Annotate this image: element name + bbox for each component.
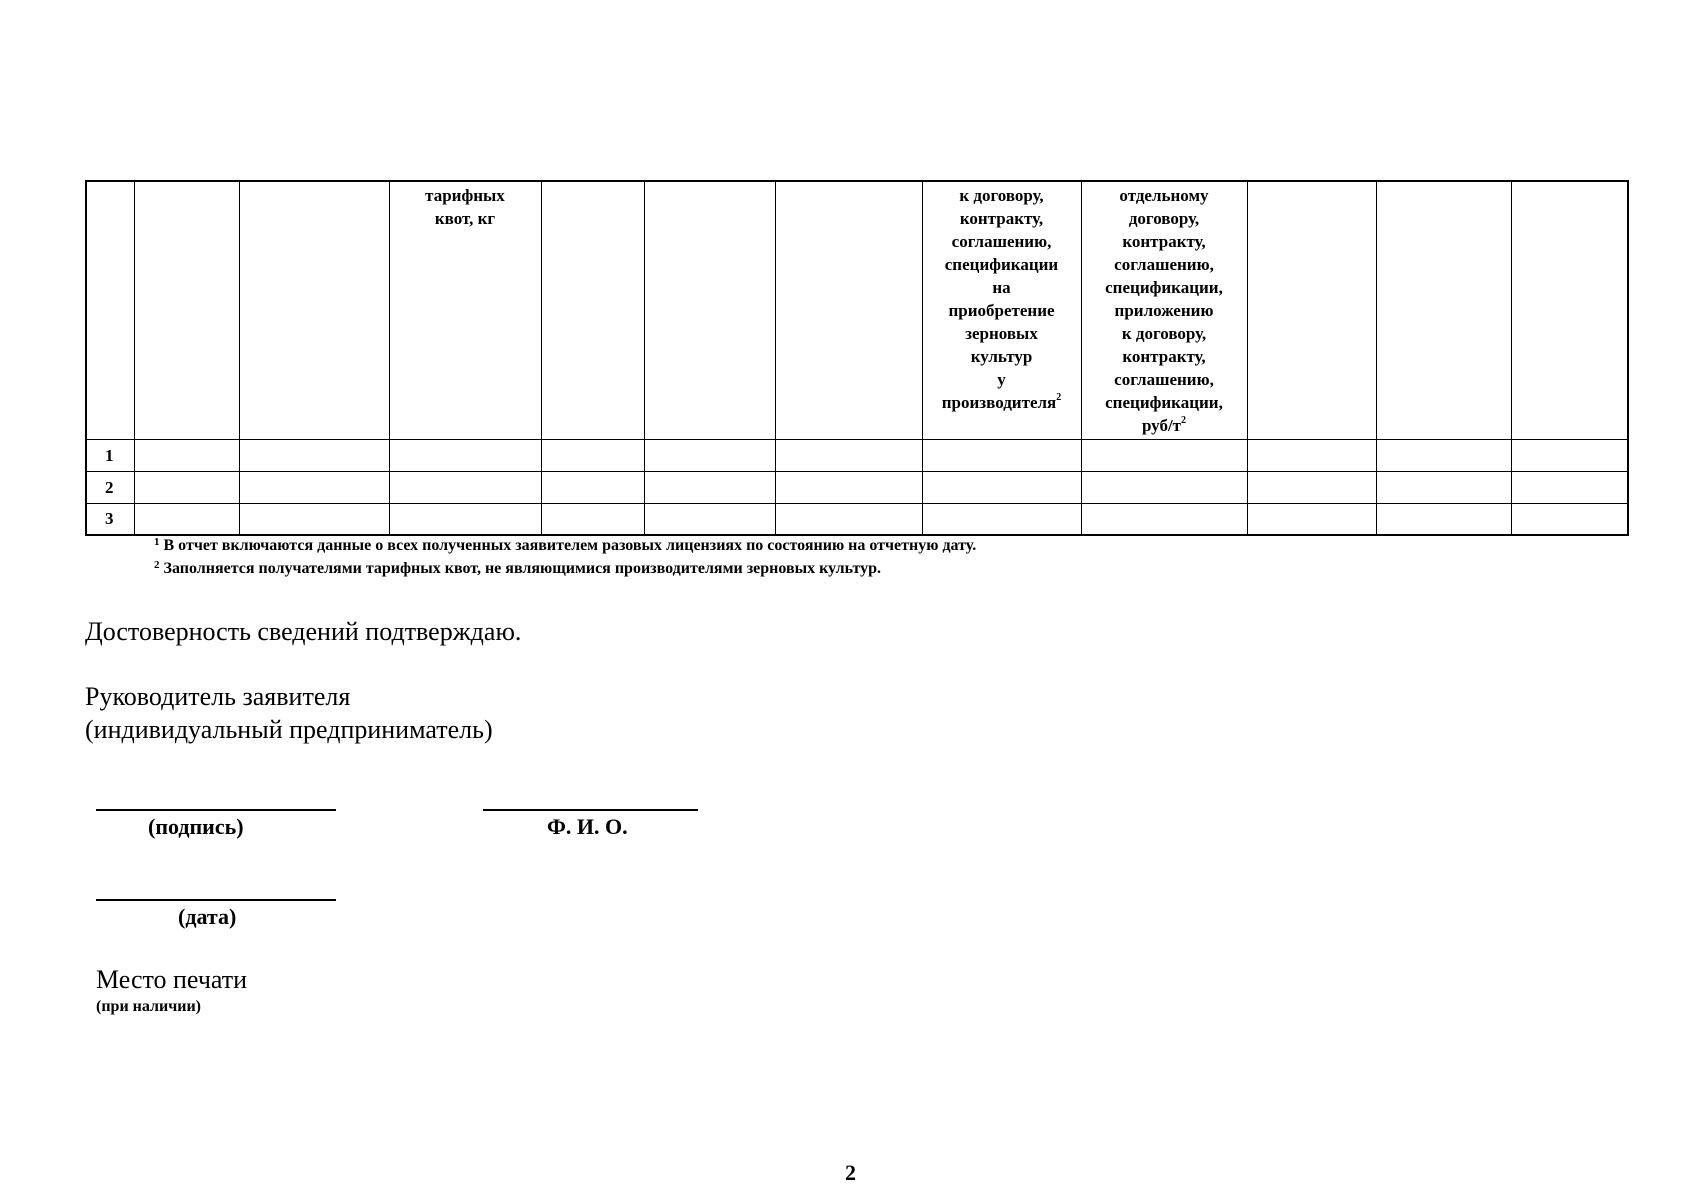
table-cell[interactable] [1376, 439, 1511, 471]
table-cell[interactable] [1376, 471, 1511, 503]
footnote-ref: 2 [1181, 415, 1187, 427]
footnote-mark: 2 [154, 559, 160, 571]
footnote-mark: 1 [154, 536, 160, 548]
page-number: 2 [845, 1160, 856, 1185]
table-cell[interactable] [775, 439, 922, 471]
table-cell[interactable] [389, 471, 541, 503]
row-number: 3 [86, 503, 134, 535]
header-cell-7 [775, 181, 922, 439]
table-cell[interactable] [1511, 439, 1628, 471]
header-cell-5 [541, 181, 644, 439]
header-cell-11 [1376, 181, 1511, 439]
table-cell[interactable] [541, 439, 644, 471]
table-cell[interactable] [389, 503, 541, 535]
header-cell-10 [1247, 181, 1376, 439]
row-number: 2 [86, 471, 134, 503]
header-cell-2 [134, 181, 239, 439]
stamp-place-note: (при наличии) [96, 998, 202, 1015]
fio-line[interactable] [483, 809, 698, 811]
table-cell[interactable] [541, 503, 644, 535]
table-cell[interactable] [134, 471, 239, 503]
footnote-text: Заполняется получателями тарифных квот, не являющимися производителями зерновых культур. [163, 560, 882, 577]
footnote-ref: 2 [1056, 392, 1062, 404]
fio-caption: Ф. И. О. [547, 814, 628, 839]
header-cell-3 [239, 181, 389, 439]
date-line[interactable] [96, 899, 336, 901]
table-cell[interactable] [1081, 471, 1247, 503]
table-cell[interactable] [644, 471, 775, 503]
table-cell[interactable] [922, 439, 1081, 471]
table-cell[interactable] [922, 471, 1081, 503]
table-cell[interactable] [239, 503, 389, 535]
table-cell[interactable] [1247, 439, 1376, 471]
signature-line[interactable] [96, 809, 336, 811]
report-table [85, 180, 1629, 536]
stamp-place-title: Место печати [96, 965, 248, 994]
table-cell[interactable] [389, 439, 541, 471]
table-cell[interactable] [134, 439, 239, 471]
table-row [86, 503, 1628, 535]
footnote-2 [154, 559, 881, 580]
signature-caption: (подпись) [148, 814, 244, 839]
table-row [86, 439, 1628, 471]
table-cell[interactable] [1511, 503, 1628, 535]
header-cell-6 [644, 181, 775, 439]
table-cell[interactable] [134, 503, 239, 535]
table-cell[interactable] [1247, 503, 1376, 535]
table-cell[interactable] [1081, 439, 1247, 471]
table-header-row [86, 181, 1628, 439]
head-subtitle: (индивидуальный предприниматель) [85, 715, 493, 744]
header-cell-contract-producer [922, 181, 1081, 439]
table-cell[interactable] [775, 503, 922, 535]
table-cell[interactable] [239, 471, 389, 503]
table-cell[interactable] [775, 471, 922, 503]
footnote-text: В отчет включаются данные о всех полученных заявителем разовых лицензиях по состоянию на отчетную дату. [163, 537, 977, 554]
table-row [86, 471, 1628, 503]
header-cell-12 [1511, 181, 1628, 439]
footnote-1 [154, 536, 976, 557]
header-contract-producer-text: к договору, контракту, соглашению, спецификации на приобретение зерновых культур у производителя [941, 186, 1059, 412]
table-cell[interactable] [644, 503, 775, 535]
row-number: 1 [86, 439, 134, 471]
date-caption: (дата) [178, 904, 237, 929]
table-cell[interactable] [541, 471, 644, 503]
header-cell-price-rub-per-ton [1081, 181, 1247, 439]
header-cell-tariff-quotas: тарифных квот, кг [389, 181, 541, 439]
table-cell[interactable] [644, 439, 775, 471]
table-cell[interactable] [239, 439, 389, 471]
table-cell[interactable] [922, 503, 1081, 535]
table-cell[interactable] [1247, 471, 1376, 503]
header-price-text: отдельному договору, контракту, соглашению, спецификации, приложению к договору, контракту, соглашению, спецификации, руб/т [1105, 186, 1223, 435]
head-title: Руководитель заявителя [85, 682, 351, 711]
table-cell[interactable] [1081, 503, 1247, 535]
table-cell[interactable] [1511, 471, 1628, 503]
header-cell-1 [86, 181, 134, 439]
confirmation-statement: Достоверность сведений подтверждаю. [85, 617, 522, 646]
table-cell[interactable] [1376, 503, 1511, 535]
